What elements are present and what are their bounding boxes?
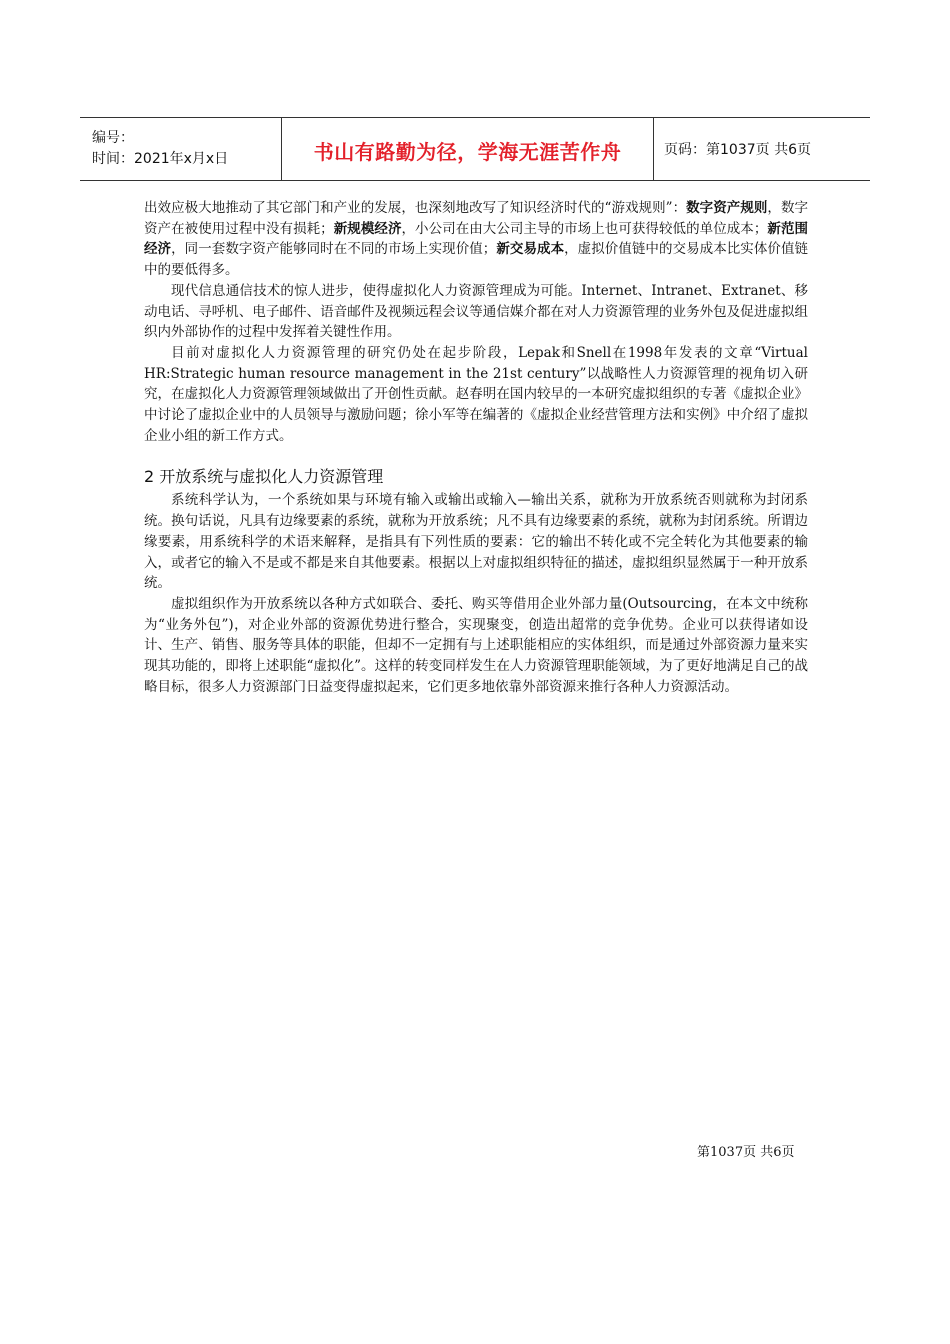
term-new-transaction-cost: 新交易成本 — [496, 241, 565, 258]
paragraph-1-text-3: ，小公司在由大公司主导的市场上也可获得较低的单位成本； — [401, 220, 768, 237]
paragraph-2: 现代信息通信技术的惊人进步，使得虚拟化人力资源管理成为可能。Internet、Intranet、Extranet、移动电话、寻呼机、电子邮件、语音邮件及视频远程会议等通信媒介都在对人力资源管理的业务外包及促进虚拟组织内外部协作的过程中发挥着关键性作用。 — [144, 282, 808, 341]
page-footer: 第1037页 共6页 — [697, 1145, 795, 1160]
paragraph-1-text-4: ，同一套数字资产能够同时在不同的市场上实现价值； — [171, 241, 497, 258]
paragraph-1 — [144, 198, 808, 281]
number-label: 编号： — [92, 130, 134, 146]
section-heading: 2 开放系统与虚拟化人力资源管理 — [144, 467, 384, 487]
paragraph-3: 目前对虚拟化人力资源管理的研究仍处在起步阶段，Lepak和Snell在1998年发表的文章“Virtual HR:Strategic human resource management in the 21st century”以战略性人力资源管理的视角切入研究，在虚拟化人力资源管理领域做出了开创性贡献。赵春明在国内较早的一本研究虚拟组织的专著《虚拟企业》中讨论了虚拟企业中的人员领导与激励问题；徐小军等在编著的《虚拟企业经营管理方法和实例》中介绍了虚拟企业小组的新工作方式。 — [144, 344, 808, 444]
paragraph-1-text-1: 出效应极大地推动了其它部门和产业的发展，也深刻地改写了知识经济时代的“游戏规则”： — [144, 200, 687, 216]
header-motto: 书山有路勤为径，学海无涯苦作舟 — [313, 139, 622, 164]
header-page-code-cell — [654, 118, 870, 180]
header-motto-cell — [282, 118, 654, 180]
term-new-scale-economy: 新规模经济 — [333, 220, 402, 237]
paragraph-4: 系统科学认为，一个系统如果与环境有输入或输出或输入—输出关系，就称为开放系统否则就称为封闭系统。换句话说，凡具有边缘要素的系统，就称为开放系统；凡不具有边缘要素的系统，就称为封闭系统。所谓边缘要素，用系统科学的术语来解释，是指具有下列性质的要素：它的输出不转化或不完全转化为其他要素的输入，或者它的输入不是或不都是来自其他要素。根据以上对虚拟组织特征的描述，虚拟组织显然属于一种开放系统。 — [144, 492, 808, 592]
paragraph-1-text-5: ，虚拟价值链中的交易成本比实体价值链中的要低得多。 — [144, 241, 809, 279]
header-page-code: 页码：第1037页 共6页 — [664, 142, 811, 158]
term-digital-asset-rule: 数字资产规则 — [686, 200, 768, 216]
page-header — [80, 117, 870, 181]
term-new-scope-economy: 新范围经济 — [144, 220, 809, 258]
time-label: 时间：2021年x月x日 — [92, 151, 229, 167]
paragraph-5: 虚拟组织作为开放系统以各种方式如联合、委托、购买等借用企业外部力量(Outsourcing，在本文中统称为“业务外包”)，对企业外部的资源优势进行整合，实现聚变，创造出超常的竞争优势。企业可以获得诸如设计、生产、销售、服务等具体的职能，但却不一定拥有与上述职能相应的实体组织，而是通过外部资源力量来实现其功能的，即将上述职能“虚拟化”。这样的转变同样发生在人力资源管理职能领域，为了更好地满足自己的战略目标，很多人力资源部门日益变得虚拟起来，它们更多地依靠外部资源来推行各种人力资源活动。 — [144, 595, 808, 695]
document-body — [144, 198, 808, 697]
header-meta — [80, 118, 282, 180]
paragraph-1-text-2: ，数字资产在被使用过程中没有损耗； — [144, 200, 809, 237]
